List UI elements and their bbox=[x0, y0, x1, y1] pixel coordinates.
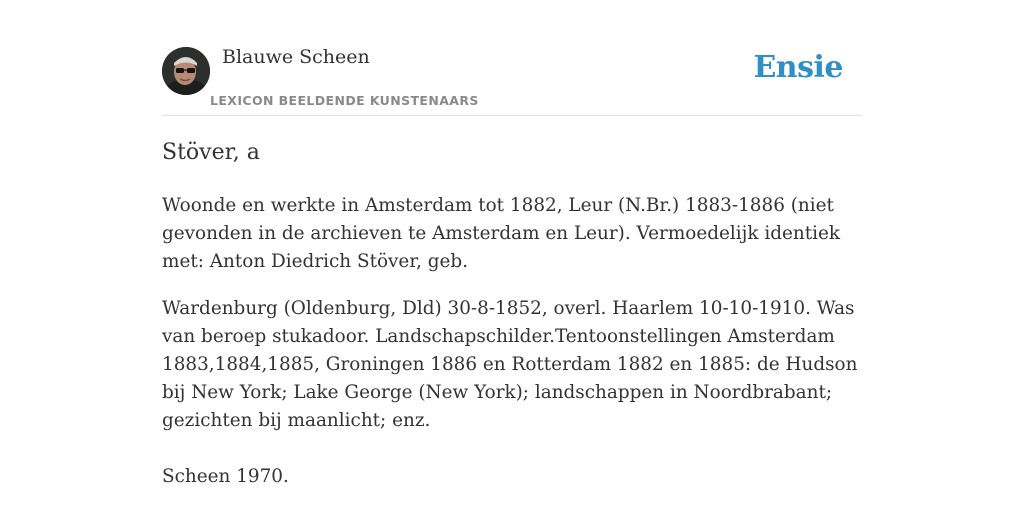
article-source: Scheen 1970. bbox=[162, 466, 289, 487]
lexicon-label[interactable]: LEXICON BEELDENDE KUNSTENAARS bbox=[210, 93, 479, 108]
page-title: Stöver, a bbox=[162, 140, 260, 165]
author-name[interactable]: Blauwe Scheen bbox=[222, 46, 370, 68]
author-avatar[interactable] bbox=[162, 47, 210, 95]
page bbox=[162, 0, 862, 487]
brand-logo[interactable]: Ensie bbox=[753, 50, 843, 85]
article-paragraph: Woonde en werkte in Amsterdam tot 1882, Leur (N.Br.) 1883-1886 (niet gevonden in de archieven te Amsterdam en Leur). Vermoedelijk identiek met: Anton Diedrich Stöver, geb. bbox=[162, 195, 841, 272]
article-paragraph: Wardenburg (Oldenburg, Dld) 30-8-1852, overl. Haarlem 10-10-1910. Was van beroep stukadoor. Landschapschilder.Tentoonstellingen Amsterdam 1883,1884,1885, Groningen 1886 en Rotterdam 1882 en 1885: de Hudson bij New York; Lake George (New York); landschappen in Noordbrabant; gezichten bij maanlicht; enz. bbox=[162, 298, 858, 431]
avatar-photo-icon bbox=[162, 47, 210, 95]
header bbox=[162, 0, 862, 116]
